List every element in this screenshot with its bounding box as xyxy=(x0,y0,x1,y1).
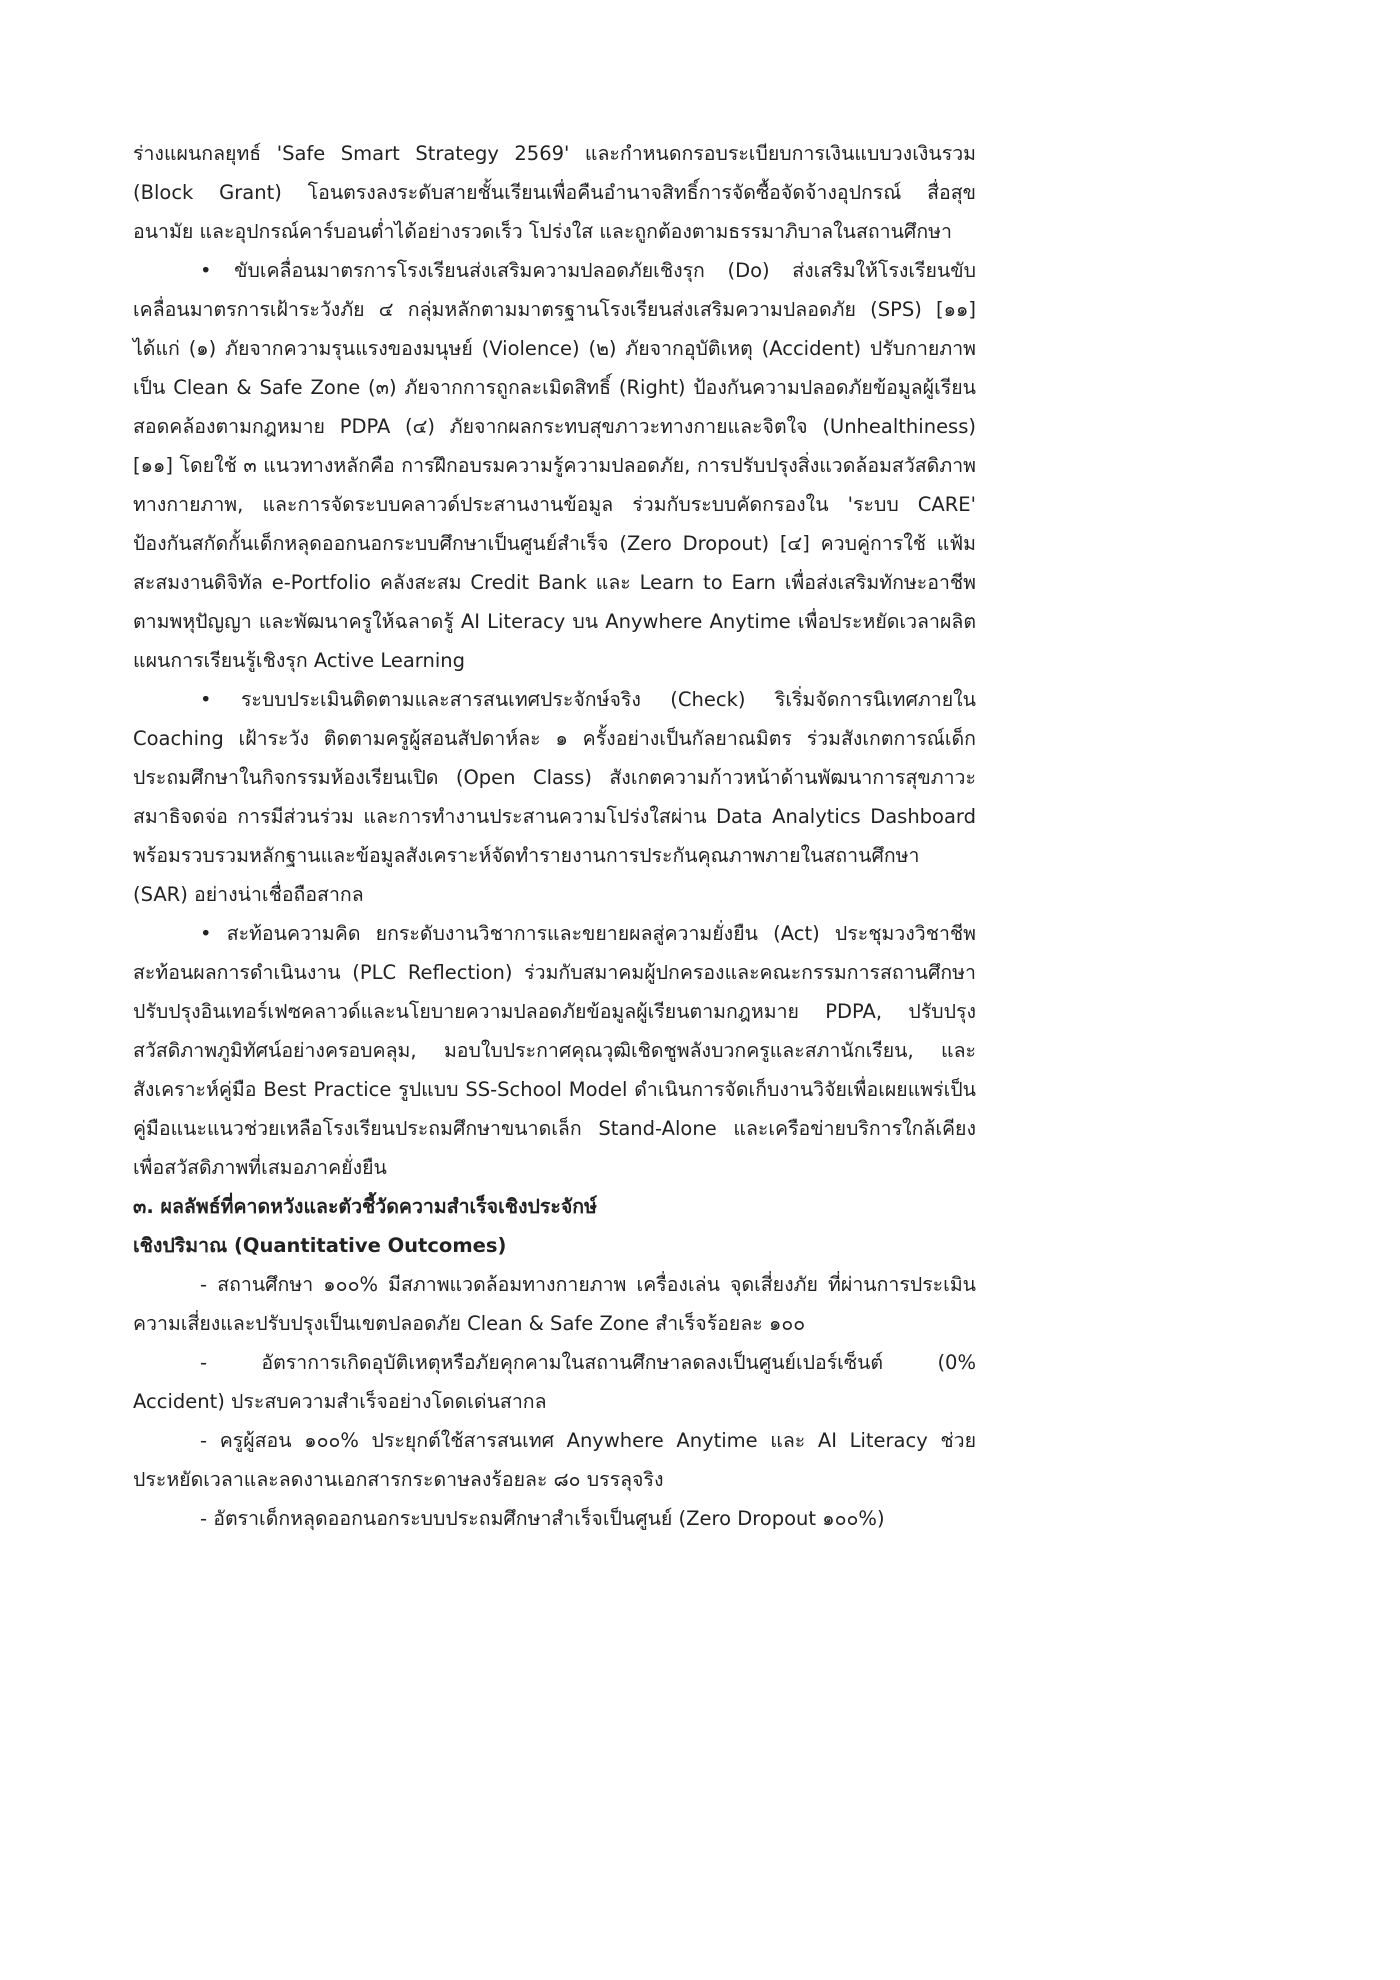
dash-marker: - xyxy=(200,1429,208,1452)
paragraph-text: ร่างแผนกลยุทธ์ 'Safe Smart Strategy 2569' และกำหนดกรอบระเบียบการเงินแบบวงเงินรวม (Block Grant) โอนตรงลงระดับสายชั้นเรียนเพื่อคืนอำนาจสิทธิ์การจัดซื้อจัดจ้างอุปกรณ์ สื่อสุขอนามัย และอุปกรณ์คาร์บอนต่ำได้อย่างรวดเร็ว โปร่งใส และถูกต้องตามธรรมาภิบาลในสถานศึกษา xyxy=(133,142,976,243)
dash-marker: - xyxy=(200,1351,208,1374)
bullet-text: ขับเคลื่อนมาตรการโรงเรียนส่งเสริมความปลอดภัยเชิงรุก (Do) ส่งเสริมให้โรงเรียนขับเคลื่อนมาตรการเฝ้าระวังภัย ๔ กลุ่มหลักตามมาตรฐานโรงเรียนส่งเสริมความปลอดภัย (SPS) [๑๑] ได้แก่ (๑) ภัยจากความรุนแรงของมนุษย์ (Violence) (๒) ภัยจากอุบัติเหตุ (Accident) ปรับกายภาพเป็น Clean & Safe Zone (๓) ภัยจากการถูกละเมิดสิทธิ์ (Right) ป้องกันความปลอดภัยข้อมูลผู้เรียนสอดคล้องตามกฎหมาย PDPA (๔) ภัยจากผลกระทบสุขภาวะทางกายและจิตใจ (Unhealthiness) [๑๑] โดยใช้ ๓ แนวทางหลักคือ การฝึกอบรมความรู้ความปลอดภัย, การปรับปรุงสิ่งแวดล้อมสวัสดิภาพทางกายภาพ, และการจัดระบบคลาวด์ประสานงานข้อมูล ร่วมกับระบบคัดกรองใน 'ระบบ CARE' ป้องกันสกัดกั้นเด็กหลุดออกนอกระบบศึกษาเป็นศูนย์สำเร็จ (Zero Dropout) [๔] ควบคู่การใช้ แฟ้มสะสมงานดิจิทัล e-Portfolio คลังสะสม Credit Bank และ Learn to Earn เพื่อส่งเสริมทักษะอาชีพตามพหุปัญญา และพัฒนาครูให้ฉลาดรู้ AI Literacy บน Anywhere Anytime เพื่อประหยัดเวลาผลิตแผนการเรียนรู้เชิงรุก Active Learning xyxy=(133,259,976,672)
outcome-item xyxy=(133,1343,976,1421)
outcome-text: ครูผู้สอน ๑๐๐% ประยุกต์ใช้สารสนเทศ Anywhere Anytime และ AI Literacy ช่วยประหยัดเวลาและลดงานเอกสารกระดาษลงร้อยละ ๘๐ บรรลุจริง xyxy=(133,1429,977,1491)
section-heading: ๓. ผลลัพธ์ที่คาดหวังและตัวชี้วัดความสำเร็จเชิงประจักษ์ xyxy=(133,1195,597,1218)
outcome-item xyxy=(133,1421,976,1499)
subheading-quantitative: เชิงปริมาณ (Quantitative Outcomes) xyxy=(133,1234,507,1257)
bullet-check xyxy=(133,680,976,914)
bullet-icon: • xyxy=(200,922,212,945)
outcome-text: อัตราเด็กหลุดออกนอกระบบประถมศึกษาสำเร็จเป็นศูนย์ (Zero Dropout ๑๐๐%) xyxy=(213,1507,885,1530)
outcome-item xyxy=(133,1265,976,1343)
bullet-do xyxy=(133,251,976,680)
dash-marker: - xyxy=(200,1273,208,1296)
paragraph-block-grant xyxy=(133,134,976,251)
bullet-text: ระบบประเมินติดตามและสารสนเทศประจักษ์จริง (Check) ริเริ่มจัดการนิเทศภายใน Coaching เฝ้าระวัง ติดตามครูผู้สอนสัปดาห์ละ ๑ ครั้งอย่างเป็นกัลยาณมิตร ร่วมสังเกตการณ์เด็กประถมศึกษาในกิจกรรมห้องเรียนเปิด (Open Class) สังเกตความก้าวหน้าด้านพัฒนาการสุขภาวะ สมาธิจดจ่อ การมีส่วนร่วม และการทำงานประสานความโปร่งใสผ่าน Data Analytics Dashboard พร้อมรวบรวมหลักฐานและข้อมูลสังเคราะห์จัดทำรายงานการประกันคุณภาพภายในสถานศึกษา (SAR) อย่างน่าเชื่อถือสากล xyxy=(133,688,976,906)
dash-marker: - xyxy=(200,1507,208,1530)
outcome-text: อัตราการเกิดอุบัติเหตุหรือภัยคุกคามในสถานศึกษาลดลงเป็นศูนย์เปอร์เซ็นต์ (0% Accident) ประสบความสำเร็จอย่างโดดเด่นสากล xyxy=(133,1351,976,1413)
bullet-icon: • xyxy=(200,259,212,282)
bullet-act xyxy=(133,914,976,1187)
outcome-item xyxy=(133,1499,976,1538)
document-page xyxy=(133,134,976,1538)
bullet-icon: • xyxy=(200,688,212,711)
outcome-text: สถานศึกษา ๑๐๐% มีสภาพแวดล้อมทางกายภาพ เครื่องเล่น จุดเสี่ยงภัย ที่ผ่านการประเมินความเสี่ยงและปรับปรุงเป็นเขตปลอดภัย Clean & Safe Zone สำเร็จร้อยละ ๑๐๐ xyxy=(133,1273,976,1335)
bullet-text: สะท้อนความคิด ยกระดับงานวิชาการและขยายผลสู่ความยั่งยืน (Act) ประชุมวงวิชาชีพสะท้อนผลการดำเนินงาน (PLC Reflection) ร่วมกับสมาคมผู้ปกครองและคณะกรรมการสถานศึกษา ปรับปรุงอินเทอร์เฟซคลาวด์และนโยบายความปลอดภัยข้อมูลผู้เรียนตามกฎหมาย PDPA, ปรับปรุงสวัสดิภาพภูมิทัศน์อย่างครอบคลุม, มอบใบประกาศคุณวุฒิเชิดชูพลังบวกครูและสภานักเรียน, และสังเคราะห์คู่มือ Best Practice รูปแบบ SS-School Model ดำเนินการจัดเก็บงานวิจัยเพื่อเผยแพร่เป็นคู่มือแนะแนวช่วยเหลือโรงเรียนประถมศึกษาขนาดเล็ก Stand-Alone และเครือข่ายบริการใกล้เคียงเพื่อสวัสดิภาพที่เสมอภาคยั่งยืน xyxy=(133,922,976,1179)
